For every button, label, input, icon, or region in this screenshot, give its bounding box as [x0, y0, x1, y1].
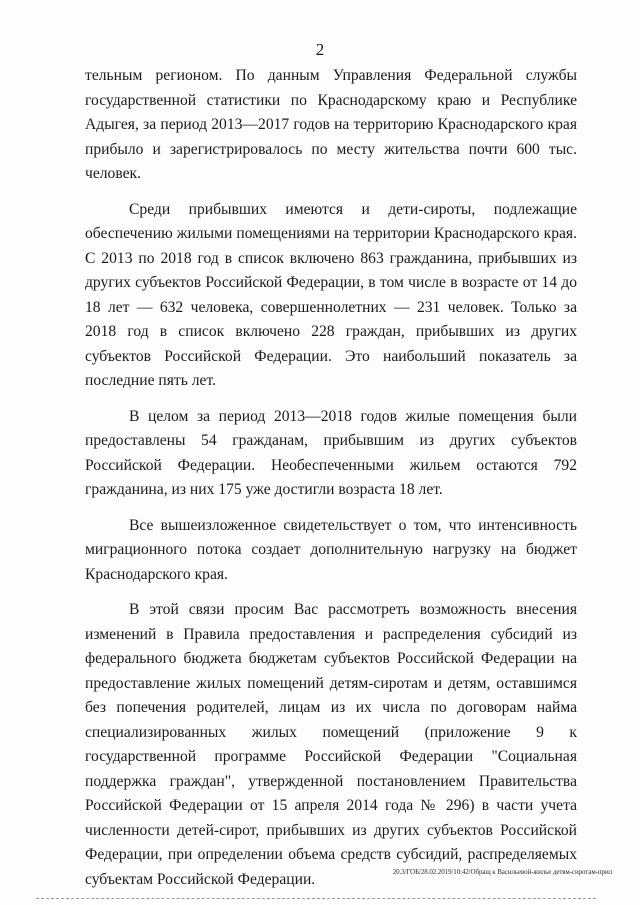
paragraph-continuation: тельным регионом. По данным Управления Федеральной службы государственной статистики по Краснодарскому краю и Республике Адыгея, за период 2013—2017 годов на территорию Краснодарского края прибыло и зарегистрировалось по месту жительства почти 600 тыс. человек. — [85, 67, 577, 182]
paragraph-request: В этой связи просим Вас рассмотреть возможность внесения изменений в Правила предоставления и распределения субсидий из федерального бюджета бюджетам субъектов Российской Федерации на предоставление жилых помещений детям-сиротам и детям, оставшимся без попечения родителей, лицам из их числа по договорам найма специализированных жилых помещений (приложение 9 к государственной программе Российской Федерации "Социальная поддержка граждан", утвержденной постановлением Правительства Российской Федерации от 15 апреля 2014 года № 296) в части учета численности детей-сирот, прибывших из других субъектов Российской Федерации, при определении объема средств субсидий, распределяемых субъектам Российской Федерации. — [85, 601, 577, 888]
letter-body — [85, 64, 577, 903]
paragraph-housing-provided: В целом за период 2013—2018 годов жилые помещения были предоставлены 54 гражданам, прибывшим из других субъектов Российской Федерации. Необеспеченными жильем остаются 792 гражданина, из них 175 уже достигли возраста 18 лет. — [85, 407, 577, 498]
paragraph-orphans-list: Среди прибывших имеются и дети-сироты, подлежащие обеспечению жилыми помещениями на территории Краснодарского края. С 2013 по 2018 год в список включено 863 гражданина, прибывших из других субъектов Российской Федерации, в том числе в возрасте от 14 до 18 лет — 632 человека, совершеннолетних — 231 человек. Только за 2018 год в список включено 228 граждан, прибывших из других субъектов Российской Федерации. Это наибольший показатель за последние пять лет. — [85, 200, 577, 389]
page-number: 2 — [315, 40, 325, 59]
footer-divider — [36, 898, 596, 899]
paragraph-migration-burden: Все вышеизложенное свидетельствует о том, что интенсивность миграционного потока создает дополнительную нагрузку на бюджет Краснодарского края. — [85, 516, 577, 583]
footer-file-reference: 20.3/ГОБ/28.02.2019/10:42/Обращ к Васильевой-жилье детям-сиротам-прил — [392, 868, 612, 876]
